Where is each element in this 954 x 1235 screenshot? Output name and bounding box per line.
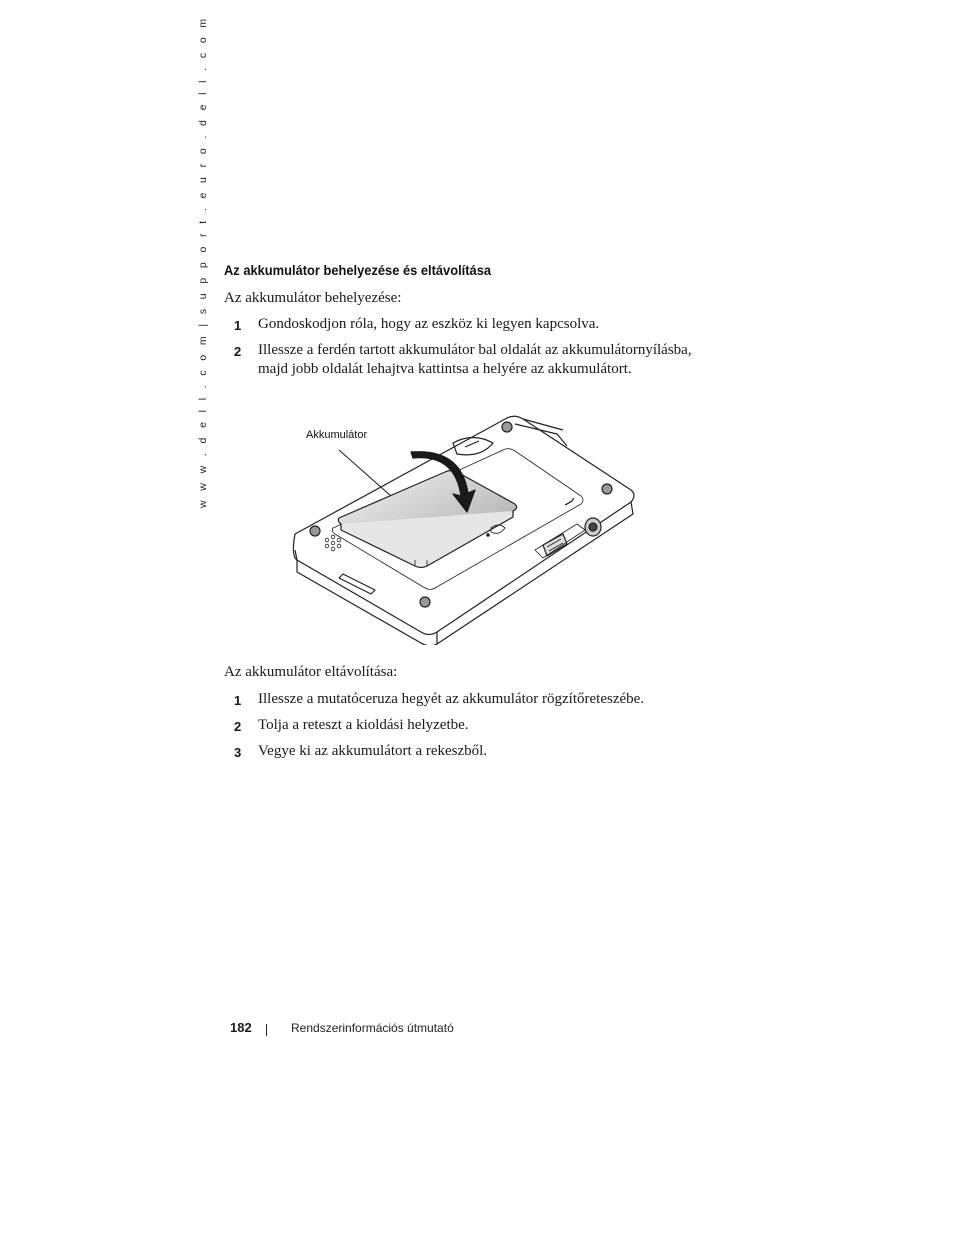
step-number: 3 [234, 745, 242, 760]
page-number: 182 [230, 1020, 252, 1035]
list-item [224, 341, 704, 379]
insert-intro: Az akkumulátor behelyezése: [224, 290, 402, 306]
list-item [224, 716, 704, 735]
remove-intro: Az akkumulátor eltávolítása: [224, 664, 398, 680]
step-text: Tolja a reteszt a kioldási helyzetbe. [258, 717, 469, 733]
step-text: Gondoskodjon róla, hogy az eszköz ki legyen kapcsolva. [258, 316, 600, 332]
remove-steps-list [224, 690, 704, 768]
side-url-text: w w w . d e l l . c o m | s u p p o r t . e u r o . d e l l . c o m [197, 15, 209, 508]
step-number: 1 [234, 318, 242, 333]
list-item [224, 690, 704, 709]
step-text: Illessze a mutatóceruza hegyét az akkumulátor rögzítőreteszébe. [258, 691, 645, 707]
footer-divider [266, 1024, 267, 1036]
list-item [224, 315, 704, 334]
insert-steps-list [224, 315, 704, 386]
list-item [224, 742, 704, 761]
step-number: 2 [234, 719, 242, 734]
footer-title: Rendszerinformációs útmutató [291, 1021, 454, 1035]
step-number: 2 [234, 344, 242, 359]
step-number: 1 [234, 693, 242, 708]
battery-callout-label: Akkumulátor [306, 429, 368, 441]
step-text: Vegye ki az akkumulátort a rekeszből. [258, 743, 488, 759]
step-text: Illessze a ferdén tartott akkumulátor bal oldalát az akkumulátornyílásba, majd jobb oldalát lehajtva kattintsa a helyére az akkumulátort. [258, 342, 692, 377]
battery-installation-illustration [285, 410, 645, 645]
section-heading: Az akkumulátor behelyezése és eltávolítása [224, 262, 492, 278]
